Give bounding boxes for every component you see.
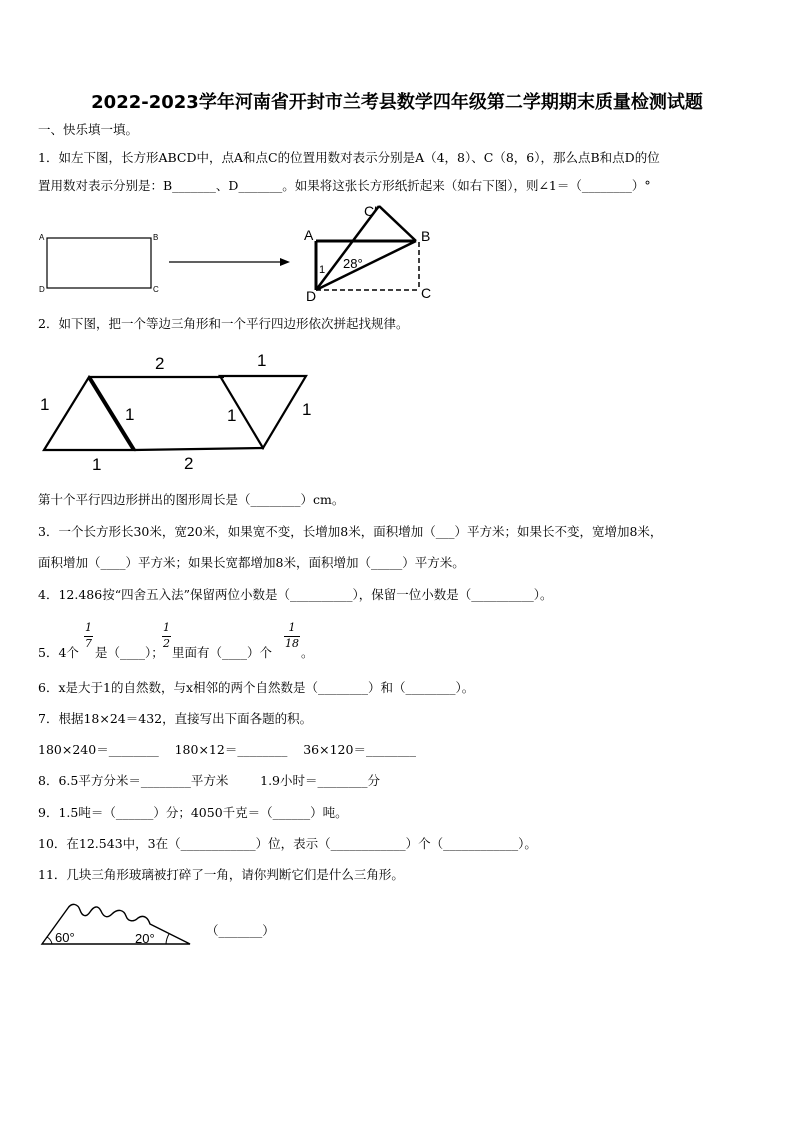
label-d-fold: D [306,288,317,304]
angle-60-label: 60° [55,930,75,945]
question-5-mid-2: 里面有（____）个 [172,645,273,660]
question-1-line-1: 1．如左下图，长方形ABCD中，点A和点C的位置用数对表示分别是A（4，8）、C（8，6），那么点B和点D的位 [38,150,660,165]
question-5-pre: 5．4个 [38,645,79,660]
label-c-prime: C′ [364,203,377,219]
fraction-2-numerator: 1 [163,621,170,634]
fraction-1-numerator: 1 [85,621,92,634]
parallelogram-bottom [134,448,264,450]
question-2-line-1: 2．如下图，把一个等边三角形和一个平行四边形依次拼起找规律。 [38,316,409,331]
question-2-figure [34,346,334,476]
label-a: A [39,233,45,242]
label-b: B [153,233,159,242]
question-11-line-1: 11．几块三角形玻璃被打碎了一角，请你判断它们是什么三角形。 [38,867,404,882]
triangle-1 [44,377,134,450]
question-10: 10．在12.543中，3在（____________）位，表示（____________）个（____________）。 [38,836,537,851]
rectangle-figure [39,233,159,294]
question-9: 9．1.5吨＝（______）分；4050千克＝（______）吨。 [38,805,348,820]
label-a-fold: A [304,227,314,243]
question-6: 6．x是大于1的自然数，与x相邻的两个自然数是（________）和（________）。 [38,680,475,695]
question-5-post: 。 [301,645,314,660]
label-right-inner: 1 [227,406,237,425]
question-1-line-2: 置用数对表示分别是：B_______、D_______。如果将这张长方形纸折起来（如右下图），则∠1＝（________）° [38,178,651,193]
question-7-line-2: 180×240＝________ 180×12＝________ 36×120＝________ [38,742,416,757]
question-7-line-1: 7．根据18×24＝432，直接写出下面各题的积。 [38,711,313,726]
label-bottom-left: 1 [92,455,102,474]
fraction-2-denominator: 2 [163,637,170,650]
arrow-icon [169,258,290,266]
folded-rectangle-figure [304,203,431,304]
broken-triangle-figure [38,896,198,952]
fraction-3-numerator: 1 [288,621,296,634]
question-1-figures [34,198,454,306]
fraction-1-7 [84,622,93,650]
label-b-fold: B [421,228,431,244]
label-right-side: 1 [302,400,312,419]
label-left-side: 1 [40,395,50,414]
question-5-mid-1: 是（____）； [95,645,164,660]
fraction-3-denominator: 18 [285,637,299,650]
question-3-line-1: 3．一个长方形长30米，宽20米，如果宽不变，长增加8米，面积增加（___）平方米；如果长不变，宽增加8米， [38,524,663,539]
question-11-answer-blank: （_______） [206,923,275,938]
label-middle-inner: 1 [125,405,135,424]
page-title: 2022-2023学年河南省开封市兰考县数学四年级第二学期期末质量检测试题 [91,92,703,113]
label-top-long: 2 [155,354,165,373]
label-angle-1: 1 [319,264,326,276]
label-d: D [39,285,45,294]
section-heading: 一、快乐填一填。 [38,122,139,137]
angle-20-label: 20° [135,931,155,946]
label-c: C [153,285,159,294]
fraction-1-18 [284,622,300,650]
fraction-1-2 [162,622,171,650]
fraction-1-denominator: 7 [85,637,92,650]
question-4: 4．12.486按“四舍五入法”保留两位小数是（__________），保留一位小数是（__________）。 [38,587,553,602]
label-c-fold: C [421,285,432,301]
question-2-line-2: 第十个平行四边形拼出的图形周长是（________）cm。 [38,492,345,507]
label-top-right: 1 [257,351,267,370]
label-angle-28: 28° [343,256,363,271]
label-bottom-long: 2 [184,454,194,473]
question-8: 8．6.5平方分米＝________平方米 1.9小时＝________分 [38,773,380,788]
question-3-line-2: 面积增加（____）平方米；如果长宽都增加8米，面积增加（_____）平方米。 [38,555,465,570]
